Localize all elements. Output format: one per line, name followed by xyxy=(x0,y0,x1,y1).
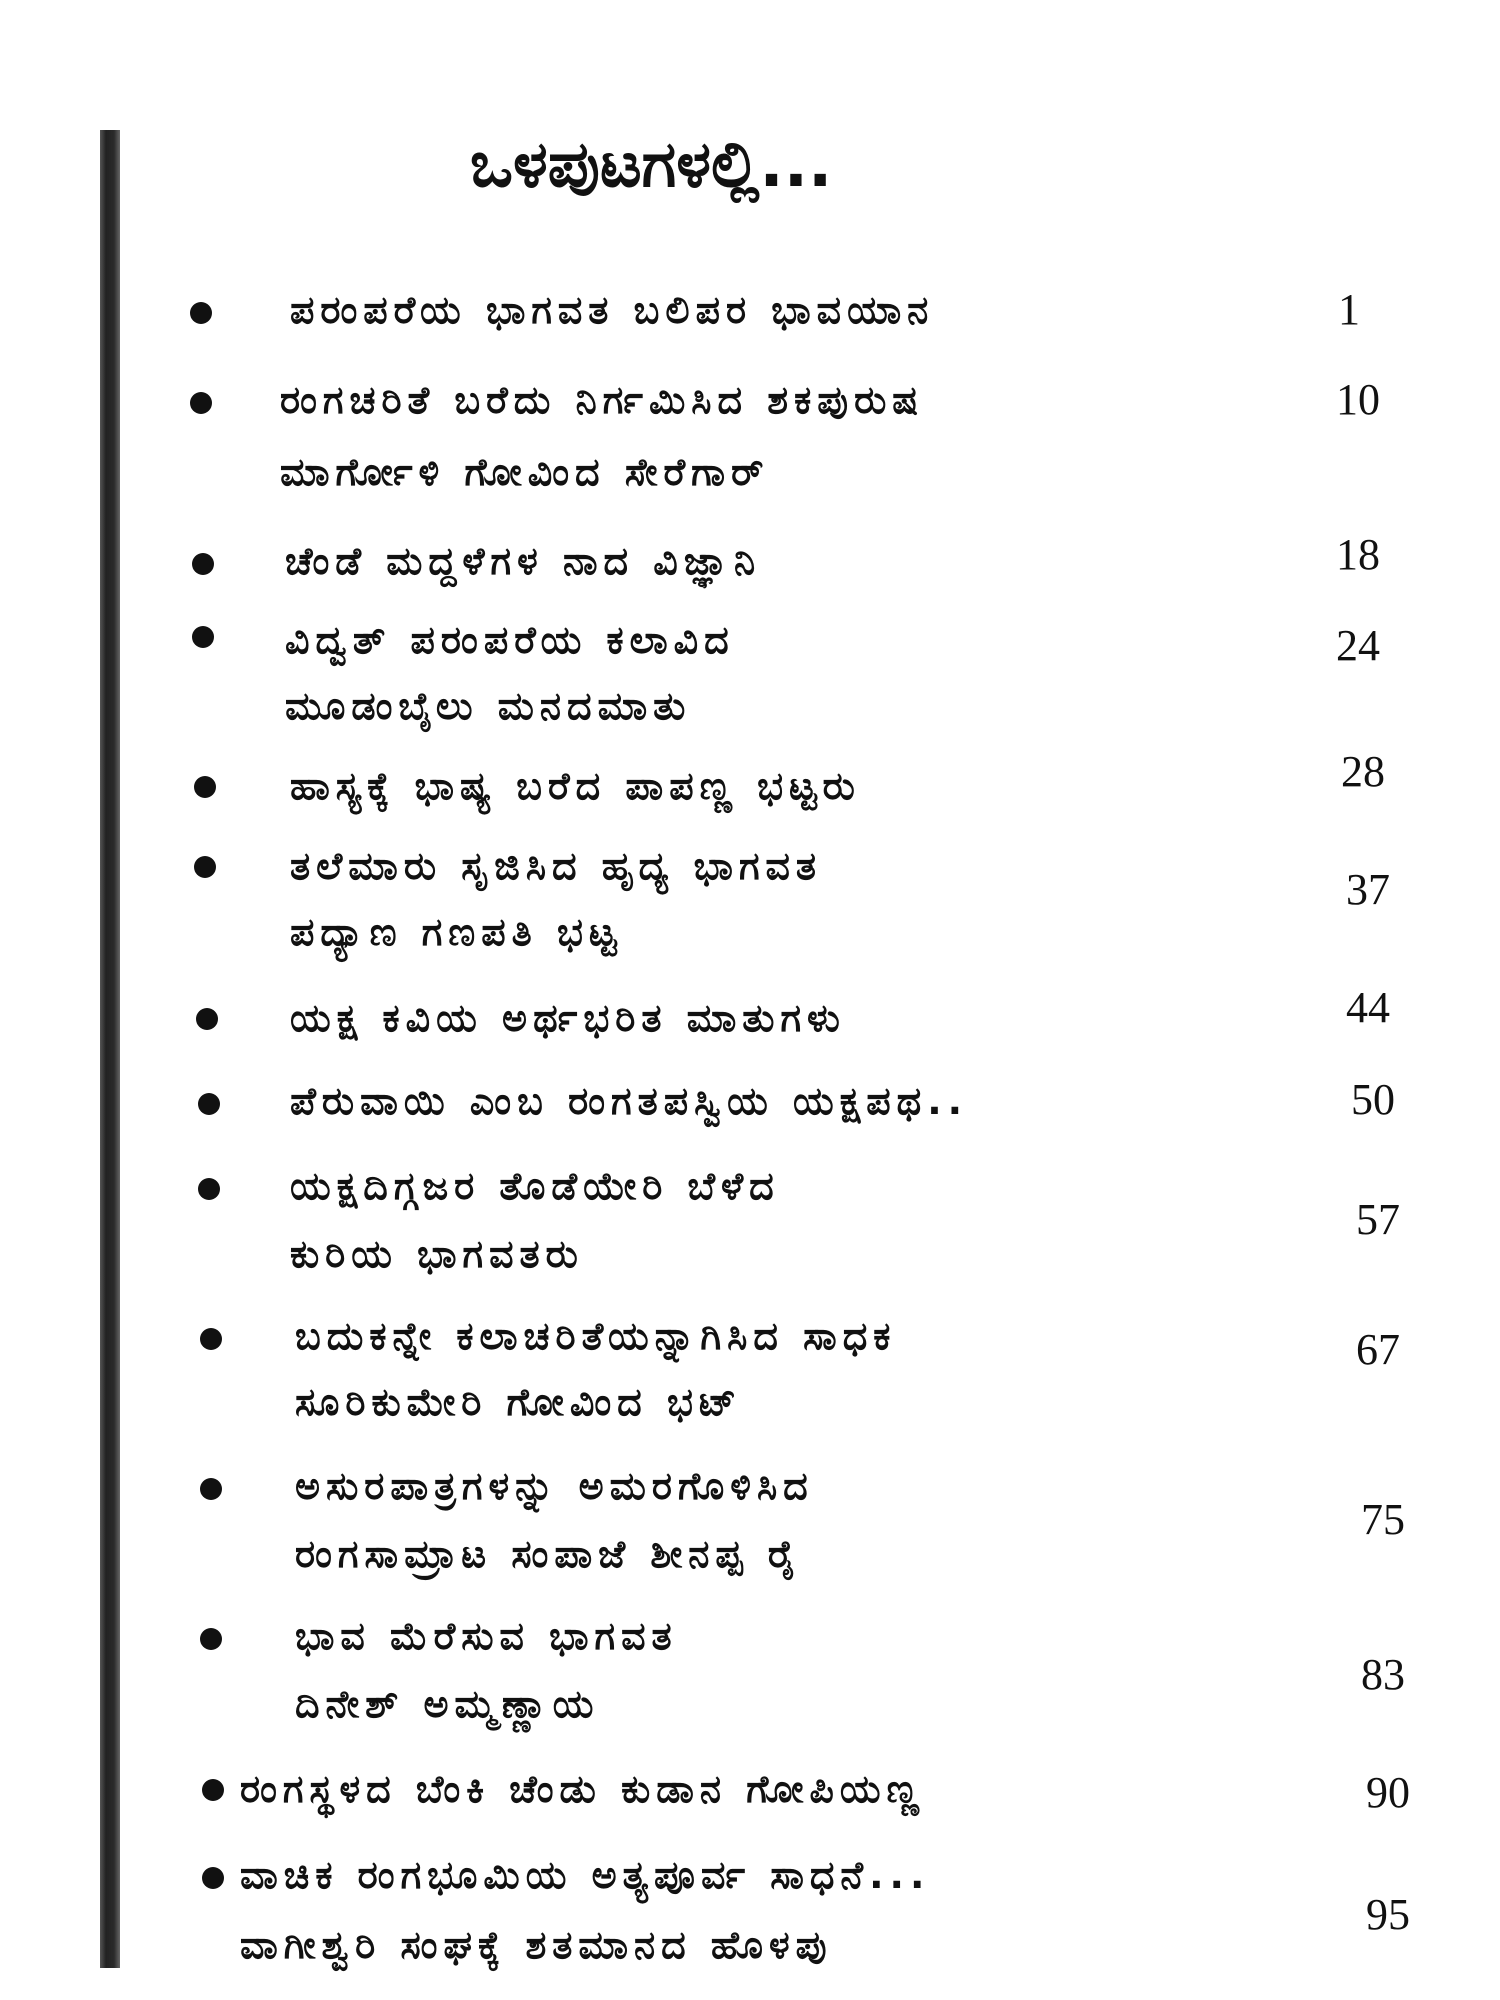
side-rule xyxy=(100,130,120,1968)
toc-page-number: 75 xyxy=(1361,1495,1405,1544)
toc-entry-title: ಭಾವ ಮೆರೆಸುವ ಭಾಗವತ xyxy=(295,1614,678,1658)
toc-page-number: 37 xyxy=(1346,865,1390,914)
toc-entry-title: ರಂಗಸ್ಥಳದ ಬೆಂಕಿ ಚೆಂಡು ಕುಡಾನ ಗೋಪಿಯಣ್ಣ xyxy=(240,1767,925,1811)
toc-entry-title: ವಾಚಿಕ ರಂಗಭೂಮಿಯ ಅತ್ಯಪೂರ್ವ ಸಾಧನೆ... xyxy=(240,1853,931,1897)
toc-entry-subtitle: ಮೂಡಂಬೈಲು ಮನದಮಾತು xyxy=(285,684,692,728)
toc-entry-subtitle: ಸೂರಿಕುಮೇರಿ ಗೋವಿಂದ ಭಟ್ xyxy=(295,1380,743,1424)
toc-page-number: 18 xyxy=(1336,530,1380,579)
bullet-icon xyxy=(200,1328,222,1350)
toc-entry xyxy=(180,1845,1440,1975)
toc-entry xyxy=(180,280,1440,340)
bullet-icon xyxy=(192,553,214,575)
toc-entry xyxy=(180,370,1440,500)
toc-page-number: 67 xyxy=(1356,1325,1400,1374)
toc-page-number: 57 xyxy=(1356,1195,1400,1244)
toc-entry xyxy=(180,1600,1440,1730)
toc-page-number: 83 xyxy=(1361,1650,1405,1699)
toc-page-number: 1 xyxy=(1338,285,1360,334)
bullet-icon xyxy=(192,626,214,648)
toc-entry xyxy=(180,1065,1440,1125)
toc-entry-subtitle: ವಾಗೀಶ್ವರಿ ಸಂಘಕ್ಕೆ ಶತಮಾನದ ಹೊಳಪು xyxy=(240,1923,833,1967)
toc-page-number: 90 xyxy=(1366,1768,1410,1817)
toc-entry-title: ಯಕ್ಷ ಕವಿಯ ಅರ್ಥಭರಿತ ಮಾತುಗಳು xyxy=(290,996,846,1040)
toc-page-number: 28 xyxy=(1341,747,1385,796)
toc-page-number: 24 xyxy=(1336,621,1380,670)
toc-entry-subtitle: ಕುರಿಯ ಭಾಗವತರು xyxy=(290,1232,584,1276)
page-title: ಒಳಪುಟಗಳಲ್ಲಿ... xyxy=(470,128,833,202)
toc-entry-title: ತಲೆಮಾರು ಸೃಜಿಸಿದ ಹೃದ್ಯ ಭಾಗವತ xyxy=(290,844,823,888)
toc-entry-title: ಅಸುರಪಾತ್ರಗಳನ್ನು ಅಮರಗೊಳಿಸಿದ xyxy=(295,1464,814,1508)
toc-page-number: 50 xyxy=(1351,1075,1395,1124)
bullet-icon xyxy=(190,392,212,414)
toc-entry xyxy=(180,830,1440,960)
toc-entry xyxy=(180,1450,1440,1580)
bullet-icon xyxy=(200,1628,222,1650)
toc-entry xyxy=(180,1755,1440,1815)
toc-entry xyxy=(180,1300,1440,1430)
bullet-icon xyxy=(196,1008,218,1030)
toc-entry xyxy=(180,525,1440,585)
toc-entry-title: ಹಾಸ್ಯಕ್ಕೆ ಭಾಷ್ಯ ಬರೆದ ಪಾಪಣ್ಣ ಭಟ್ಟರು xyxy=(290,764,861,808)
bullet-icon xyxy=(198,1093,220,1115)
toc-entry-subtitle: ಪದ್ಯಾಣ ಗಣಪತಿ ಭಟ್ಟ xyxy=(290,910,623,954)
toc-page-number: 10 xyxy=(1336,375,1380,424)
toc-entry-title: ಬದುಕನ್ನೇ ಕಲಾಚರಿತೆಯನ್ನಾಗಿಸಿದ ಸಾಧಕ xyxy=(295,1314,897,1358)
bullet-icon xyxy=(202,1867,224,1889)
toc-entry-subtitle: ರಂಗಸಾಮ್ರಾಟ ಸಂಪಾಜೆ ಶೀನಪ್ಪ ರೈ xyxy=(295,1532,802,1576)
toc-entry-subtitle: ಮಾರ್ಗೋಳಿ ಗೋವಿಂದ ಸೇರೆಗಾರ್ xyxy=(280,450,770,494)
toc-entry xyxy=(180,747,1440,810)
bullet-icon xyxy=(190,302,212,324)
toc-entry xyxy=(180,610,1440,740)
toc-page-number: 44 xyxy=(1346,983,1390,1032)
toc-entry-title: ಯಕ್ಷದಿಗ್ಗಜರ ತೊಡೆಯೇರಿ ಬೆಳೆದ xyxy=(290,1164,780,1208)
bullet-icon xyxy=(194,776,216,798)
toc-entry-title: ರಂಗಚರಿತೆ ಬರೆದು ನಿರ್ಗಮಿಸಿದ ಶಕಪುರುಷ xyxy=(280,378,925,422)
bullet-icon xyxy=(198,1178,220,1200)
bullet-icon xyxy=(200,1478,222,1500)
toc-page-number: 95 xyxy=(1366,1890,1410,1939)
toc-entry-title: ಚೆಂಡೆ ಮದ್ದಳೆಗಳ ನಾದ ವಿಜ್ಞಾನಿ xyxy=(285,539,762,583)
toc-entry-title: ಪರಂಪರೆಯ ಭಾಗವತ ಬಲಿಪರ ಭಾವಯಾನ xyxy=(290,288,935,332)
toc-entry xyxy=(180,1150,1440,1280)
toc-entry xyxy=(180,980,1440,1040)
bullet-icon xyxy=(202,1779,224,1801)
toc-entry-title: ಪೆರುವಾಯಿ ಎಂಬ ರಂಗತಪಸ್ವಿಯ ಯಕ್ಷಪಥ.. xyxy=(290,1079,969,1123)
toc-entry-subtitle: ದಿನೇಶ್ ಅಮ್ಮಣ್ಣಾಯ xyxy=(295,1682,600,1726)
bullet-icon xyxy=(194,856,216,878)
toc-entry-title: ವಿದ್ವತ್ ಪರಂಪರೆಯ ಕಲಾವಿದ xyxy=(285,618,735,662)
